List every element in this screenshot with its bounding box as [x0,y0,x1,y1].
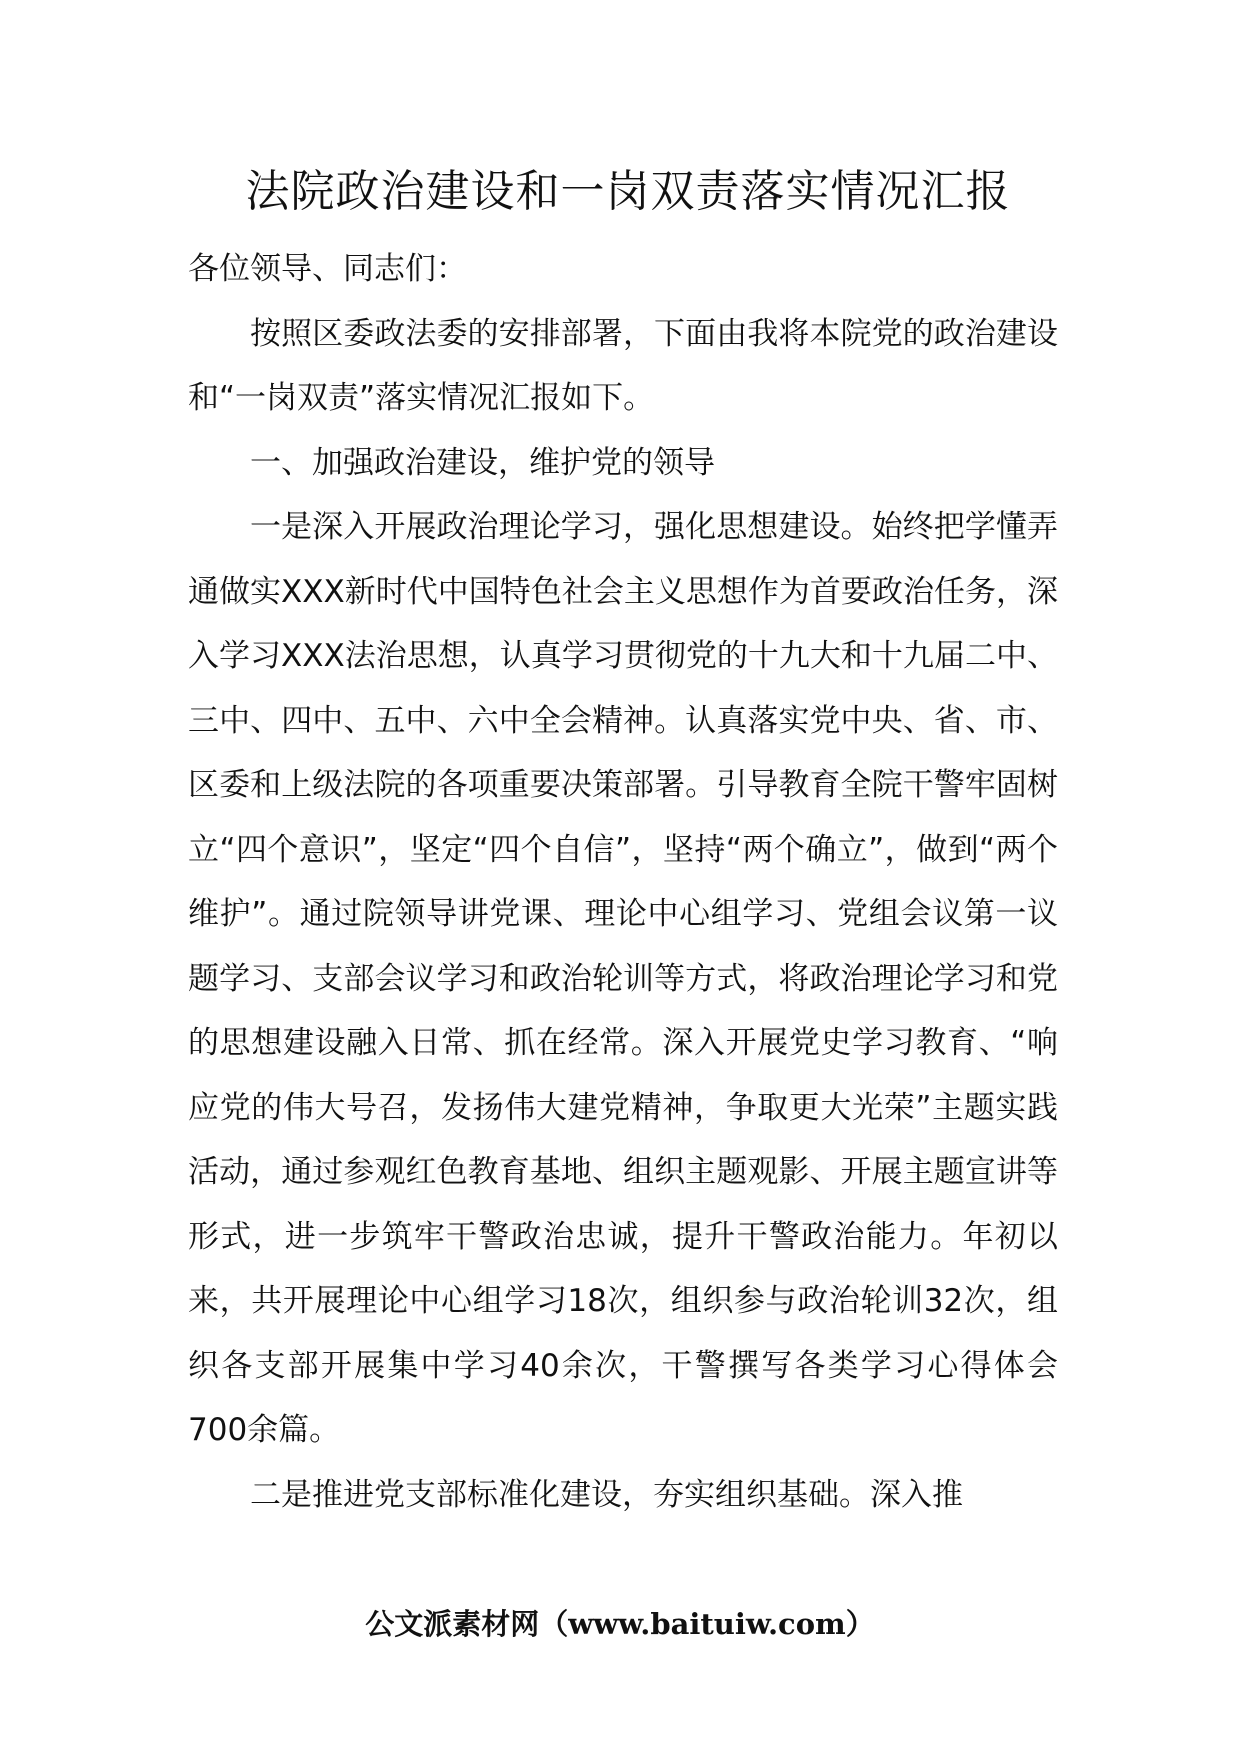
body-paragraph: 一是深入开展政治理论学习，强化思想建设。始终把学懂弄通做实XXX新时代中国特色社会主义思想作为首要政治任务，深入学习XXX法治思想，认真学习贯彻党的十九大和十九届二中、三中、四中、五中、六中全会精神。认真落实党中央、省、市、区委和上级法院的各项重要决策部署。引导教育全院干警牢固树立“四个意识”，坚定“四个自信”，坚持“两个确立”，做到“两个维护”。通过院领导讲党课、理论中心组学习、党组会议第一议题学习、支部会议学习和政治轮训等方式，将政治理论学习和党的思想建设融入日常、抓在经常。深入开展党史学习教育、“响应党的伟大号召，发扬伟大建党精神，争取更大光荣”主题实践活动，通过参观红色教育基地、组织主题观影、开展主题宣讲等形式，进一步筑牢干警政治忠诚，提升干警政治能力。年初以来，共开展理论中心组学习18次，组织参与政治轮训32次，组织各支部开展集中学习40余次，干警撰写各类学习心得体会700余篇。 [188,509,1058,1448]
salutation: 各位领导、同志们： [188,251,467,287]
intro-paragraph: 按照区委政法委的安排部署，下面由我将本院党的政治建设和“一岗双责”落实情况汇报如下。 [188,315,1058,416]
footer-watermark: 公文派素材网（www.baituiw.com） [365,1607,875,1641]
section-heading: 一、加强政治建设，维护党的领导 [250,444,715,481]
document-title: 法院政治建设和一岗双责落实情况汇报 [245,166,1011,217]
body-paragraph: 二是推进党支部标准化建设，夯实组织基础。深入推 [250,1476,963,1513]
document-body [188,237,1058,1527]
